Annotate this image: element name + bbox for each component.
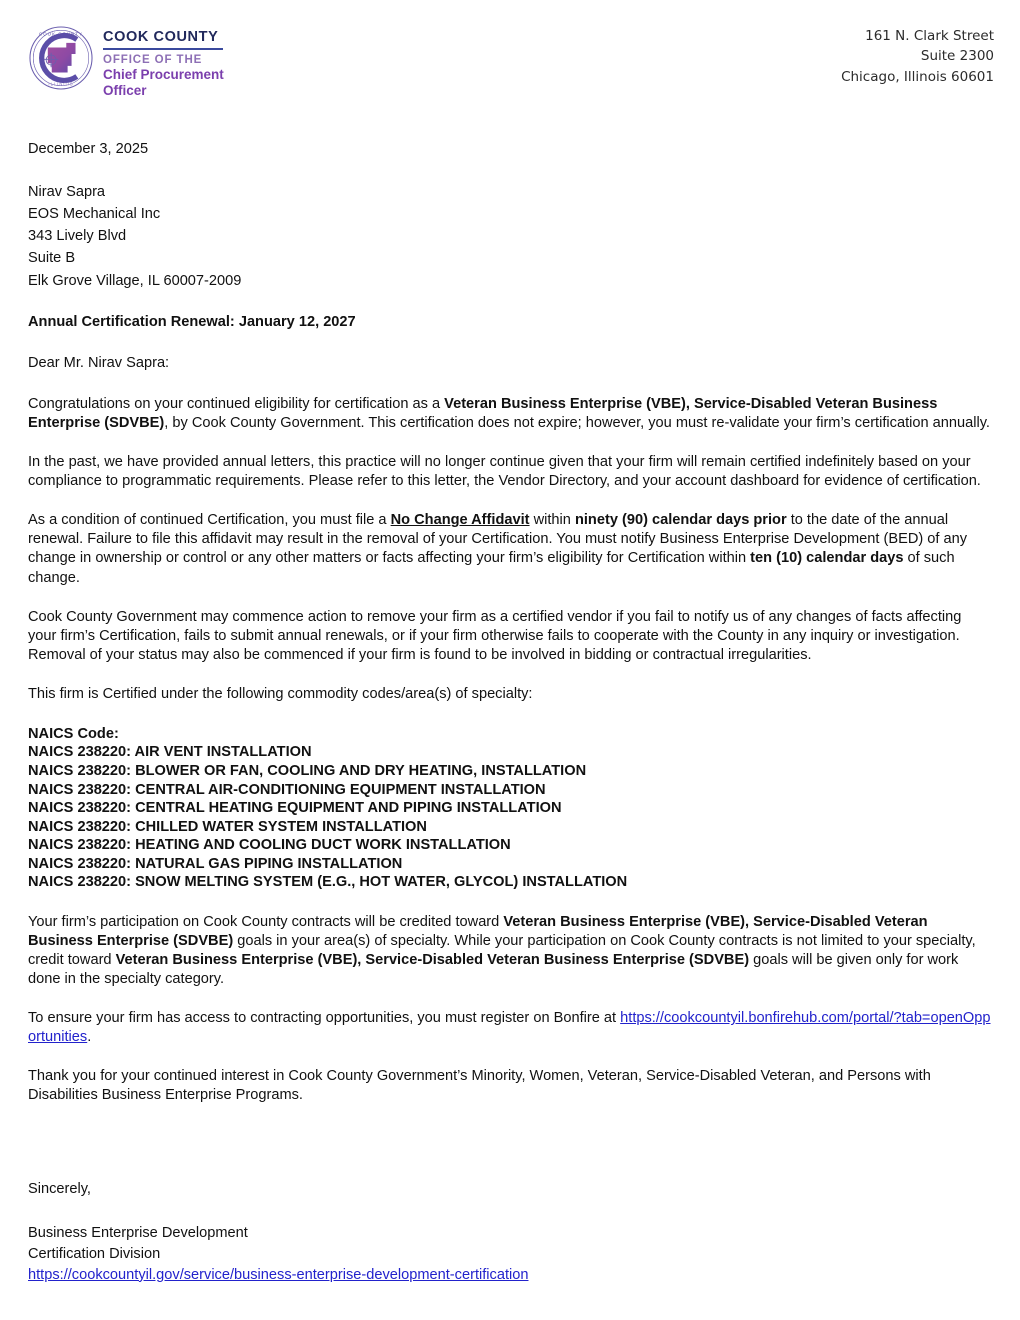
p1-text-2: , by Cook County Government. This certification does not expire; however, you must re-validate your firm’s certification annually.	[164, 414, 990, 431]
naics-code-list	[28, 725, 991, 892]
naics-heading: NAICS Code:	[28, 725, 119, 742]
salutation: Dear Mr. Nirav Sapra:	[28, 354, 170, 371]
paragraph-no-change-affidavit	[28, 511, 991, 587]
address-line-2: Suite 2300	[920, 48, 994, 65]
brand-divider	[103, 48, 223, 50]
p3-text-1: As a condition of continued Certification, you must file a	[28, 512, 391, 529]
sincerely-line: Sincerely,	[28, 1180, 91, 1197]
letter-date: December 3, 2025	[28, 141, 149, 157]
p5-text-1: Your firm’s participation on Cook County contracts will be credited toward	[28, 913, 504, 930]
naics-item: NAICS 238220: BLOWER OR FAN, COOLING AND DRY HEATING, INSTALLATION	[28, 763, 587, 779]
paragraph-annual-letters: In the past, we have provided annual letters, this practice will no longer continue given that your firm will remain certified indefinitely based on your compliance to programmatic requirements. Please refer to this letter, the Vendor Directory, and your account dashboard for evidence of certification.	[28, 453, 981, 490]
cook-county-seal-icon	[28, 25, 94, 91]
signature-block	[28, 1223, 991, 1285]
naics-item: NAICS 238220: AIR VENT INSTALLATION	[28, 744, 312, 761]
department-name: Business Enterprise Development	[28, 1224, 248, 1241]
p5-text-3: goals will be given only for work done in the specialty category.	[28, 951, 959, 988]
p3-text-2: within	[529, 512, 575, 529]
letterhead	[28, 22, 994, 114]
p3-text-3: to the date of the annual renewal. Failure to file this affidavit may result in the removal of your Certification. You must notify Business Enterprise Development (BED) of any change in ownership or control or any other matters or facts affecting your firm’s eligibility for Certification within	[28, 512, 968, 567]
svg-text:ILLINOIS: ILLINOIS	[48, 81, 74, 87]
p6-text-1: To ensure your firm has access to contracting opportunities, you must register on Bonfire at	[28, 1010, 621, 1027]
p1-bold-1: Veteran Business Enterprise (VBE), Service-Disabled Veteran Business Enterprise (SDVBE)	[28, 395, 938, 431]
letter-body	[28, 140, 991, 1285]
p6-text-2: .	[87, 1029, 92, 1046]
paragraph-thank-you: Thank you for your continued interest in Cook County Government’s Minority, Women, Veteran, Service-Disabled Veteran, and Persons with Disabilities Business Enterprise Programs.	[28, 1068, 931, 1104]
letterhead-address	[841, 26, 994, 87]
naics-item: NAICS 238220: CENTRAL HEATING EQUIPMENT AND PIPING INSTALLATION	[28, 800, 562, 817]
certification-program-link[interactable]: https://cookcountyil.gov/service/business-enterprise-development-certification	[28, 1266, 529, 1283]
paragraph-congratulations	[28, 395, 991, 433]
brand-title: COOK COUNTY	[103, 29, 219, 45]
no-change-affidavit-term: No Change Affidavit	[390, 512, 530, 529]
paragraph-bonfire-registration	[28, 1009, 991, 1047]
address-line-1: 161 N. Clark Street	[865, 28, 994, 44]
address-line-3: Chicago, Illinois 60601	[841, 68, 994, 85]
brand-subtitle: OFFICE OF THE	[103, 54, 203, 67]
recipient-street: 343 Lively Blvd	[28, 228, 127, 245]
bonfire-portal-link[interactable]: https://cookcountyil.bonfirehub.com/portal/?tab=openOpportunities	[28, 1010, 991, 1046]
svg-text:COOK COUNTY: COOK COUNTY	[39, 31, 83, 37]
brand-office-name: Chief Procurement Officer	[103, 67, 224, 98]
p3-text-4: of such change.	[28, 550, 955, 586]
recipient-company: EOS Mechanical Inc	[28, 206, 161, 223]
recipient-address-block	[28, 181, 991, 292]
recipient-city-state-zip: Elk Grove Village, IL 60007-2009	[28, 272, 242, 289]
recipient-name: Nirav Sapra	[28, 183, 106, 200]
naics-item: NAICS 238220: SNOW MELTING SYSTEM (E.G., HOT WATER, GLYCOL) INSTALLATION	[28, 874, 628, 891]
paragraph-participation-credit	[28, 913, 991, 989]
recipient-unit: Suite B	[28, 250, 76, 267]
paragraph-removal-action: Cook County Government may commence action to remove your firm as a certified vendor if you fail to notify us of any changes of facts affecting your firm’s Certification, fails to submit annual renewals, or if your firm otherwise fails to cooperate with the County in any inquiry or investigation. Removal of your status may also be commenced if your firm is found to be involved in bidding or contractual irregularities.	[28, 608, 962, 663]
subject-line: Annual Certification Renewal: January 12, 2027	[28, 313, 356, 330]
naics-item: NAICS 238220: NATURAL GAS PIPING INSTALLATION	[28, 855, 403, 872]
naics-item: NAICS 238220: CENTRAL AIR-CONDITIONING EQUIPMENT INSTALLATION	[28, 781, 546, 798]
p1-text-1: Congratulations on your continued eligibility for certification as a	[28, 395, 445, 412]
p3-bold-1: ninety (90) calendar days prior	[574, 512, 787, 529]
division-name: Certification Division	[28, 1246, 161, 1263]
p3-bold-2: ten (10) calendar days	[750, 550, 904, 567]
p5-text-2: goals in your area(s) of specialty. While your participation on Cook County contracts is not limited to your specialty, credit toward	[28, 932, 976, 968]
naics-item: NAICS 238220: HEATING AND COOLING DUCT WORK INSTALLATION	[28, 837, 511, 854]
naics-item: NAICS 238220: CHILLED WATER SYSTEM INSTALLATION	[28, 818, 427, 835]
signature-spacer	[28, 1126, 991, 1180]
naics-intro-text: This firm is Certified under the following commodity codes/area(s) of specialty:	[28, 685, 533, 702]
brand-lockup	[28, 22, 243, 98]
p5-bold-1: Veteran Business Enterprise (VBE), Service-Disabled Veteran Business Enterprise (SDVBE)	[28, 913, 928, 949]
brand-text	[103, 22, 243, 98]
p5-bold-2: Veteran Business Enterprise (VBE), Service-Disabled Veteran Business Enterprise (SDVBE)	[115, 951, 750, 968]
